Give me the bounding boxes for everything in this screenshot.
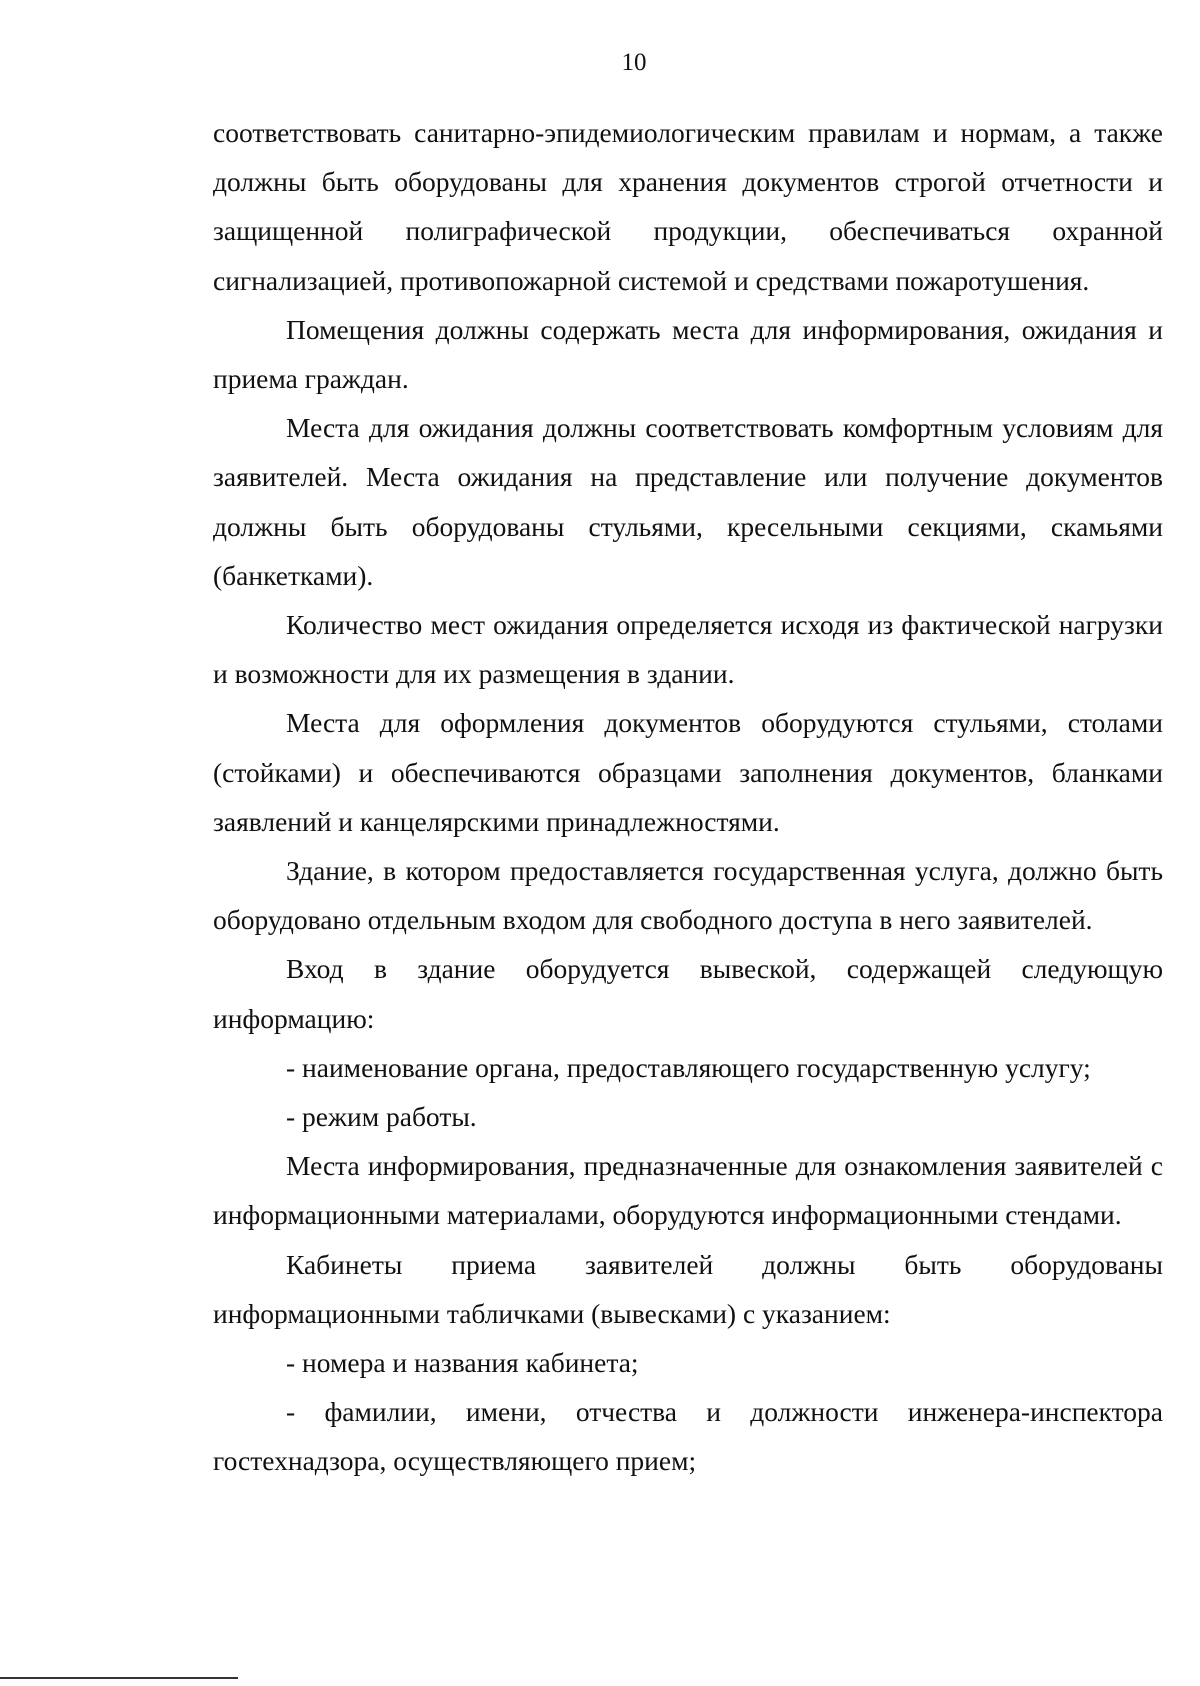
paragraph-entrance-sign: Вход в здание оборудуется вывеской, содержащей следующую информацию: xyxy=(213,953,1163,1034)
list-item-working-hours: - режим работы. xyxy=(286,1101,477,1133)
paragraph-premises-requirements: соответствовать санитарно-эпидемиологическим правилам и нормам, а также должны быть оборудованы для хранения документов строгой отчетности и защищенной полиграфической продукции, обеспечиваться охранной сигнализацией, противопожарной системой и средствами пожаротушения. xyxy=(213,117,1163,296)
document-body xyxy=(213,108,1163,1486)
paragraph-waiting-areas: Места для ожидания должны соответствовать комфортным условиям для заявителей. Места ожидания на представление или получение документов должны быть оборудованы стульями, кресельными секциями, скамьями (банкетками). xyxy=(213,412,1163,591)
list-item-authority-name: - наименование органа, предоставляющего государственную услугу; xyxy=(286,1051,1091,1083)
paragraph-document-preparation-areas: Места для оформления документов оборудуются стульями, столами (стойками) и обеспечиваются образцами заполнения документов, бланками заявлений и канцелярскими принадлежностями. xyxy=(213,707,1163,837)
paragraph-building-entrance: Здание, в котором предоставляется государственная услуга, должно быть оборудовано отдельным входом для свободного доступа в него заявителей. xyxy=(213,855,1163,936)
paragraph-premises-areas: Помещения должны содержать места для информирования, ожидания и приема граждан. xyxy=(213,313,1163,395)
paragraph-reception-offices: Кабинеты приема заявителей должны быть оборудованы информационными табличками (вывесками) с указанием: xyxy=(213,1248,1163,1329)
list-item-inspector-details: - фамилии, имени, отчества и должности инженера-инспектора гостехнадзора, осуществляющего прием; xyxy=(213,1396,1163,1477)
page-number: 10 xyxy=(621,49,647,76)
list-item-office-number: - номера и названия кабинета; xyxy=(286,1347,639,1379)
paragraph-waiting-capacity: Количество мест ожидания определяется исходя из фактической нагрузки и возможности для их размещения в здании. xyxy=(213,609,1163,690)
paragraph-information-areas: Места информирования, предназначенные для ознакомления заявителей с информационными материалами, оборудуются информационными стендами. xyxy=(213,1150,1163,1231)
footnote-separator xyxy=(0,1677,238,1679)
